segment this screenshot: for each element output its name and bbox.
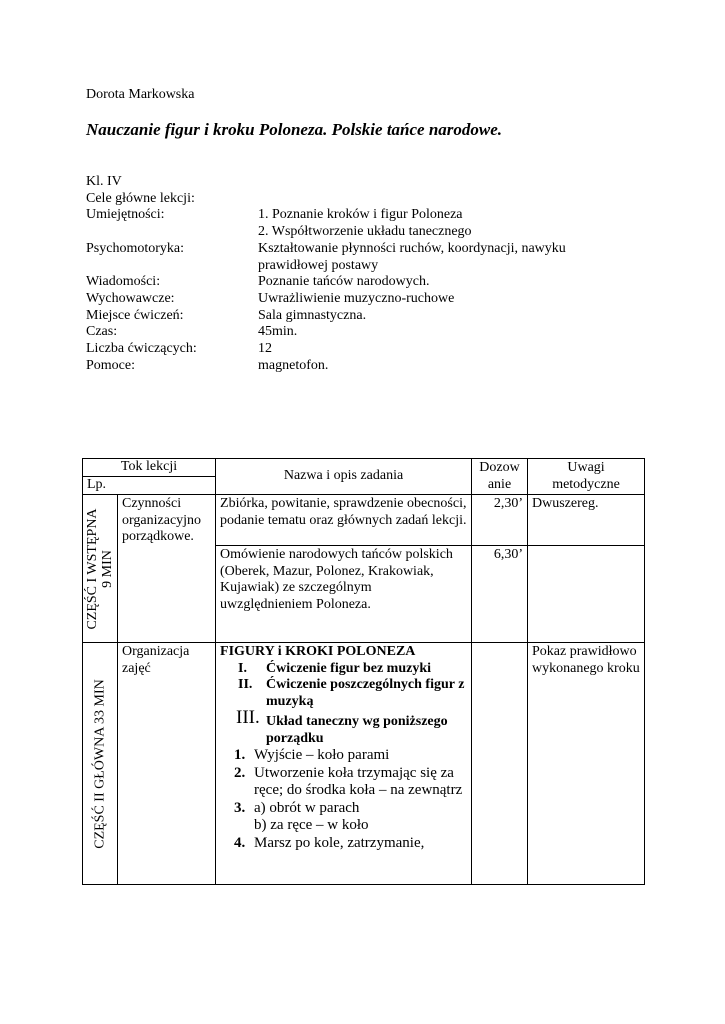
table-row bbox=[83, 495, 645, 546]
step-text: Utworzenie koła trzymając się za ręce; do środka koła – na zewnątrz bbox=[254, 764, 463, 798]
info-label: Liczba ćwiczących: bbox=[86, 341, 197, 357]
header-tok-lekcji: Tok lekcji bbox=[83, 459, 216, 477]
roman-text: Ćwiczenie figur bez muzyki bbox=[266, 660, 432, 676]
info-value: Sala gimnastyczna. bbox=[258, 307, 367, 323]
info-row bbox=[86, 324, 618, 341]
step-number: 2. bbox=[234, 764, 246, 781]
header-uwagi-line: Uwagi bbox=[567, 460, 605, 475]
info-value: 12 bbox=[258, 341, 272, 357]
step-number: 4. bbox=[234, 834, 246, 851]
header-lp: Lp. bbox=[83, 477, 216, 495]
step-number: 1. bbox=[234, 747, 246, 763]
info-value: Uwrażliwienie muzyczno-ruchowe bbox=[258, 290, 455, 306]
part1-label-text bbox=[85, 508, 115, 629]
info-row bbox=[86, 358, 618, 375]
roman-item bbox=[220, 677, 467, 710]
part2-category: Organizacja zajęć bbox=[118, 643, 216, 885]
info-label: Cele główne lekcji: bbox=[86, 190, 195, 206]
task-description: Omówienie narodowych tańców polskich (Oberek, Mazur, Polonez, Krakowiak, Kujawiak) ze szczególnym uwzględnieniem Poloneza. bbox=[216, 546, 472, 643]
info-label: Umiejętności: bbox=[86, 207, 165, 223]
info-value: Poznanie tańców narodowych. bbox=[258, 274, 430, 290]
part1-label-line: CZĘŚĆ I WSTĘPNA bbox=[85, 507, 100, 630]
part2-dose bbox=[472, 643, 528, 885]
steps-list bbox=[220, 747, 467, 852]
task-notes: Dwuszereg. bbox=[528, 495, 645, 546]
task-dose: 6,30’ bbox=[472, 546, 528, 643]
step-line: a) obrót w parach bbox=[254, 799, 360, 816]
part1-category: Czynności organizacyjno porządkowe. bbox=[118, 495, 216, 643]
part2-label bbox=[83, 643, 118, 885]
step-item bbox=[220, 800, 467, 835]
info-value bbox=[258, 207, 618, 240]
step-item bbox=[220, 765, 467, 800]
step-item bbox=[220, 835, 467, 853]
figures-heading: FIGURY i KROKI POLONEZA bbox=[220, 644, 416, 659]
info-label: Wiadomości: bbox=[86, 274, 161, 290]
info-value-line: Kształtowanie płynności ruchów, koordynacji, nawyku bbox=[258, 240, 566, 256]
part1-label bbox=[83, 495, 118, 643]
info-row bbox=[86, 341, 618, 358]
roman-list bbox=[220, 661, 467, 748]
roman-item bbox=[220, 707, 467, 747]
part2-label-text: CZĘŚĆ II GŁÓWNA 33 MIN bbox=[92, 678, 108, 849]
info-value: 45min. bbox=[258, 324, 298, 340]
step-number: 3. bbox=[234, 799, 246, 816]
info-row bbox=[86, 308, 618, 325]
header-uwagi-line: metodyczne bbox=[552, 476, 620, 492]
info-value-line: 1. Poznanie kroków i figur Poloneza bbox=[258, 207, 463, 223]
info-value-line: 2. Współtworzenie układu tanecznego bbox=[258, 224, 472, 240]
table-header-row bbox=[83, 459, 645, 477]
info-value-line: prawidłowej postawy bbox=[258, 257, 379, 273]
part2-notes: Pokaz prawidłowo wykonanego kroku bbox=[528, 643, 645, 885]
lesson-info bbox=[86, 174, 618, 374]
header-uwagi bbox=[528, 459, 645, 495]
task-notes bbox=[528, 546, 645, 643]
table-row bbox=[83, 643, 645, 885]
step-item bbox=[220, 747, 467, 765]
roman-item bbox=[220, 661, 467, 678]
roman-number: III. bbox=[236, 707, 260, 728]
info-row bbox=[86, 241, 618, 274]
step-line: b) za ręce – w koło bbox=[254, 817, 369, 833]
lesson-plan-table bbox=[82, 458, 645, 885]
info-value bbox=[258, 241, 618, 274]
info-label: Kl. IV bbox=[86, 174, 122, 189]
header-dozowanie-line: Dozow bbox=[479, 460, 520, 475]
author-name: Dorota Markowska bbox=[86, 87, 195, 102]
document-title: Nauczanie figur i kroku Poloneza. Polskie tańce narodowe. bbox=[86, 120, 503, 139]
info-value: magnetofon. bbox=[258, 357, 329, 373]
header-dozowanie-line: anie bbox=[487, 476, 512, 492]
step-text bbox=[254, 800, 369, 835]
header-dozowanie bbox=[472, 459, 528, 495]
info-label: Pomoce: bbox=[86, 357, 135, 373]
part1-label-line: 9 MIN bbox=[100, 549, 115, 588]
roman-text: Ćwiczenie poszczególnych figur z muzyką bbox=[266, 677, 465, 709]
roman-number: II. bbox=[238, 677, 253, 692]
task-dose: 2,30’ bbox=[472, 495, 528, 546]
roman-text: Układ taneczny wg poniższego porządku bbox=[266, 714, 448, 746]
info-label: Miejsce ćwiczeń: bbox=[86, 307, 184, 323]
task-description: Zbiórka, powitanie, sprawdzenie obecności, podanie tematu oraz głównych zadań lekcji. bbox=[216, 495, 472, 546]
info-row bbox=[86, 191, 618, 208]
header-nazwa: Nazwa i opis zadania bbox=[216, 459, 472, 495]
step-text: Wyjście – koło parami bbox=[254, 747, 390, 763]
part2-task bbox=[216, 643, 472, 885]
step-text: Marsz po kole, zatrzymanie, bbox=[254, 834, 425, 851]
info-row bbox=[86, 274, 618, 291]
info-label: Czas: bbox=[86, 324, 118, 340]
roman-number: I. bbox=[238, 660, 247, 676]
info-label: Wychowawcze: bbox=[86, 290, 175, 306]
info-row bbox=[86, 291, 618, 308]
info-row bbox=[86, 207, 618, 240]
info-label: Psychomotoryka: bbox=[86, 240, 184, 256]
info-row bbox=[86, 174, 618, 191]
